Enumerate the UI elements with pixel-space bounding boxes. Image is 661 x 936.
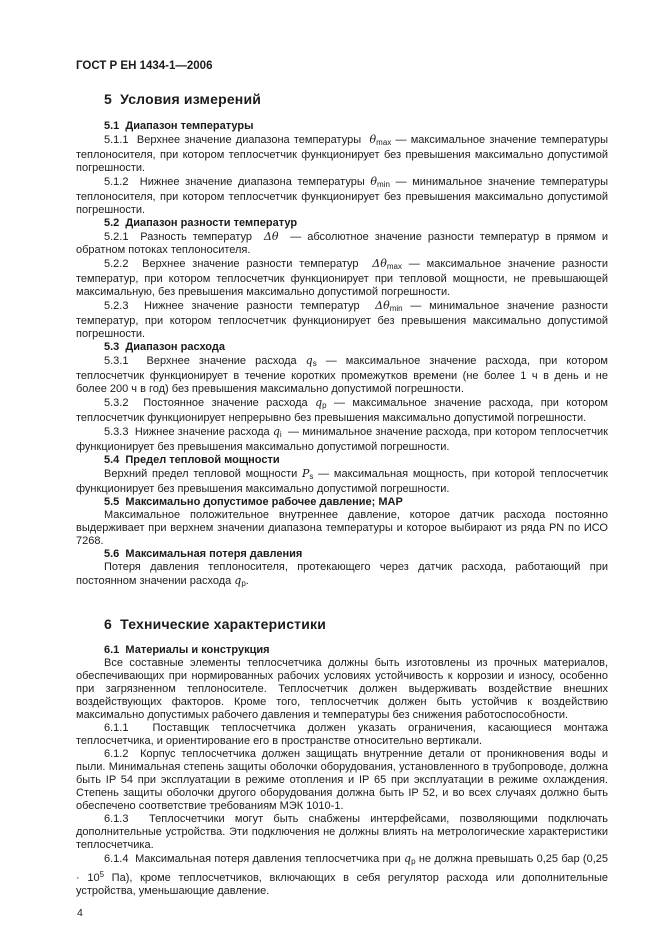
page-number: 4 (77, 907, 83, 919)
math-symbol: q (234, 574, 242, 587)
heading-5-4: 5.4 Предел тепловой мощности (104, 454, 280, 466)
para-6-1-3: 6.1.3 Теплосчетчики могут быть снабжены интерфейсами, позволяющими подключать дополнительные устройства. Эти подключения не должны влиять на метрологические характеристики теплосчетчика. (76, 813, 608, 851)
text-run: Верхний предел тепловой мощности (104, 468, 303, 480)
para-6-1-1: 6.1.1 Поставщик теплосчетчика должен указать ограничения, касающиеся монтажа теплосчетчика, и ориентирование его в пространстве относительно вертикали. (76, 722, 608, 747)
text-run: 6.1.4 Максимальная потеря давления теплосчетчика при (104, 853, 405, 865)
para-5-4 (76, 467, 608, 496)
math-symbol: Δθ (263, 230, 279, 243)
text-run: Потеря давления теплоносителя, протекающего через датчик расхода, работающий при постоянном значении расхода (76, 561, 608, 587)
heading-5-6: 5.6 Максимальная потеря давления (104, 548, 303, 560)
heading-5-1: 5.1 Диапазон температуры (104, 120, 254, 132)
text-run: не должна превышать 0,25 бар (0,25 · 10 (76, 853, 608, 884)
math-symbol: P (302, 467, 310, 480)
sub-script: p (322, 401, 327, 410)
text-run: — максимальное значение расхода, при котором теплосчетчик функционирует непрерывно без превышения максимально допустимой погрешности. (76, 397, 608, 424)
para-5-6 (76, 561, 608, 590)
para-6-1: Все составные элементы теплосчетчика должны быть изготовлены из прочных материалов, обеспечивающих при нормированных рабочих условиях устойчивость к коррозии и износу, особенно при загрязненном теплоносителе. Теплосчетчик должен выдерживать воздействие внешних воздействующих факторов. Кроме того, теплосчетчик должен быть устойчив к воздействию максимально допустимых рабочего давления и температуры без снижения работоспособности. (76, 657, 608, 721)
text-run: 5.2.2 Верхнее значение разности температур (104, 258, 373, 270)
heading-5-3: 5.3 Диапазон расхода (104, 341, 225, 353)
text-run: — максимальная мощность, при которой теплосчетчик функционирует без превышения максимально допустимой погрешности. (76, 468, 608, 495)
text-run: — абсолютное значение разности температур в прямом и обратном потоках теплоносителя. (76, 231, 608, 256)
sub-script: s (309, 472, 314, 481)
para-5-3-2 (76, 396, 608, 425)
sup-script: 5 (99, 870, 105, 879)
text-run: — максимальное значение температуры теплоносителя, при котором теплосчетчик функционирует без превышения максимально допустимой погрешности. (76, 134, 608, 174)
math-symbol: θ (369, 133, 377, 146)
section-6-title: 6 Технические характеристики (104, 616, 327, 632)
text-run: 5.3.1 Верхнее значение расхода (104, 355, 306, 367)
para-6-1-2: 6.1.2 Корпус теплосчетчика должен защищать внутренние детали от проникновения воды и пыли. Минимальная степень защиты оболочки оборудования, установленного в трубопроводе, должна быть IP 54 при эксплуатации в режиме отопления и IP 65 при эксплуатации в режиме охлаждения. Степень защиты оболочки другого оборудования должна быть IP 52, и во всех случаях должно быть обеспечено соответствие требованиям МЭК 1010-1. (76, 748, 608, 812)
para-5-2-1 (76, 230, 608, 257)
para-5-5: Максимальное положительное внутреннее давление, которое датчик расхода постоянно выдерживает при верхнем значении диапазона температуры и которое выбирают из ряда PN по ИСО 7268. (76, 509, 608, 547)
sub-script: max (386, 262, 402, 271)
math-symbol: Δθ (372, 257, 387, 270)
para-6-1-4 (76, 852, 608, 898)
sub-script: p (411, 857, 416, 866)
para-5-3-3 (76, 425, 608, 454)
sub-script: i (279, 430, 282, 439)
para-5-2-2 (76, 257, 608, 299)
text-run: — минимальное значение расхода, при котором теплосчетчик функционирует без превышения максимально допустимой погрешности. (76, 426, 608, 453)
text-run: 5.3.3 Нижнее значение расхода (104, 426, 273, 438)
para-5-3-1 (76, 354, 608, 396)
para-5-1-2 (76, 175, 608, 217)
text-run: 5.1.2 Нижнее значение диапазона температуры (104, 176, 371, 188)
sub-script: min (377, 180, 390, 189)
text-run: 5.2.3 Нижнее значение разности температур (104, 300, 376, 312)
section-5-title: 5 Условия измерений (104, 91, 262, 107)
text-run: 5.1.1 Верхнее значение диапазона температуры (104, 134, 370, 146)
text-run: — максимальное значение расхода, при котором теплосчетчик функционирует в течение коротких промежутков времени (не более 1 ч в день и не более 200 ч в год) без превышения максимально допустимой погрешности. (76, 355, 608, 395)
para-5-1-1 (76, 133, 608, 175)
sub-script: min (389, 304, 403, 313)
text-run: Па), кроме теплосчетчиков, включающих в себя регулятор расхода или дополнительные устройства, уменьшающие давление. (76, 872, 608, 897)
sub-script: p (241, 579, 246, 588)
sub-script: max (376, 138, 392, 147)
text-run: . (245, 575, 249, 587)
heading-6-1: 6.1 Материалы и конструкция (104, 644, 270, 656)
text-run: 5.3.2 Постоянное значение расхода (104, 397, 316, 409)
math-symbol: q (305, 354, 313, 367)
sub-script: s (312, 359, 317, 368)
heading-5-5: 5.5 Максимально допустимое рабочее давление; МАР (104, 496, 403, 508)
math-symbol: q (404, 852, 412, 865)
math-symbol: q (272, 425, 280, 438)
text-run: — минимальное значение температуры теплоносителя, при котором теплосчетчик функционирует без превышения максимально допустимой погрешности. (76, 176, 608, 216)
text-run: — минимальное значение разности температур, при котором теплосчетчик функционирует без превышения максимально допустимой погрешности. (76, 300, 608, 340)
text-run: 5.2.1 Разность температур (104, 231, 264, 243)
heading-5-2: 5.2 Диапазон разности температур (104, 217, 298, 229)
doc-header-code: ГОСТ Р ЕН 1434-1—2006 (76, 60, 213, 72)
para-5-2-3 (76, 299, 608, 341)
math-symbol: θ (370, 175, 378, 188)
text-run: — максимальное значение разности температур, при котором теплосчетчик функционирует при тепловой мощности, не превышающей максимальную, без превышения максимально допустимой погрешности. (76, 258, 608, 298)
math-symbol: Δθ (375, 299, 390, 312)
math-symbol: q (315, 396, 323, 409)
